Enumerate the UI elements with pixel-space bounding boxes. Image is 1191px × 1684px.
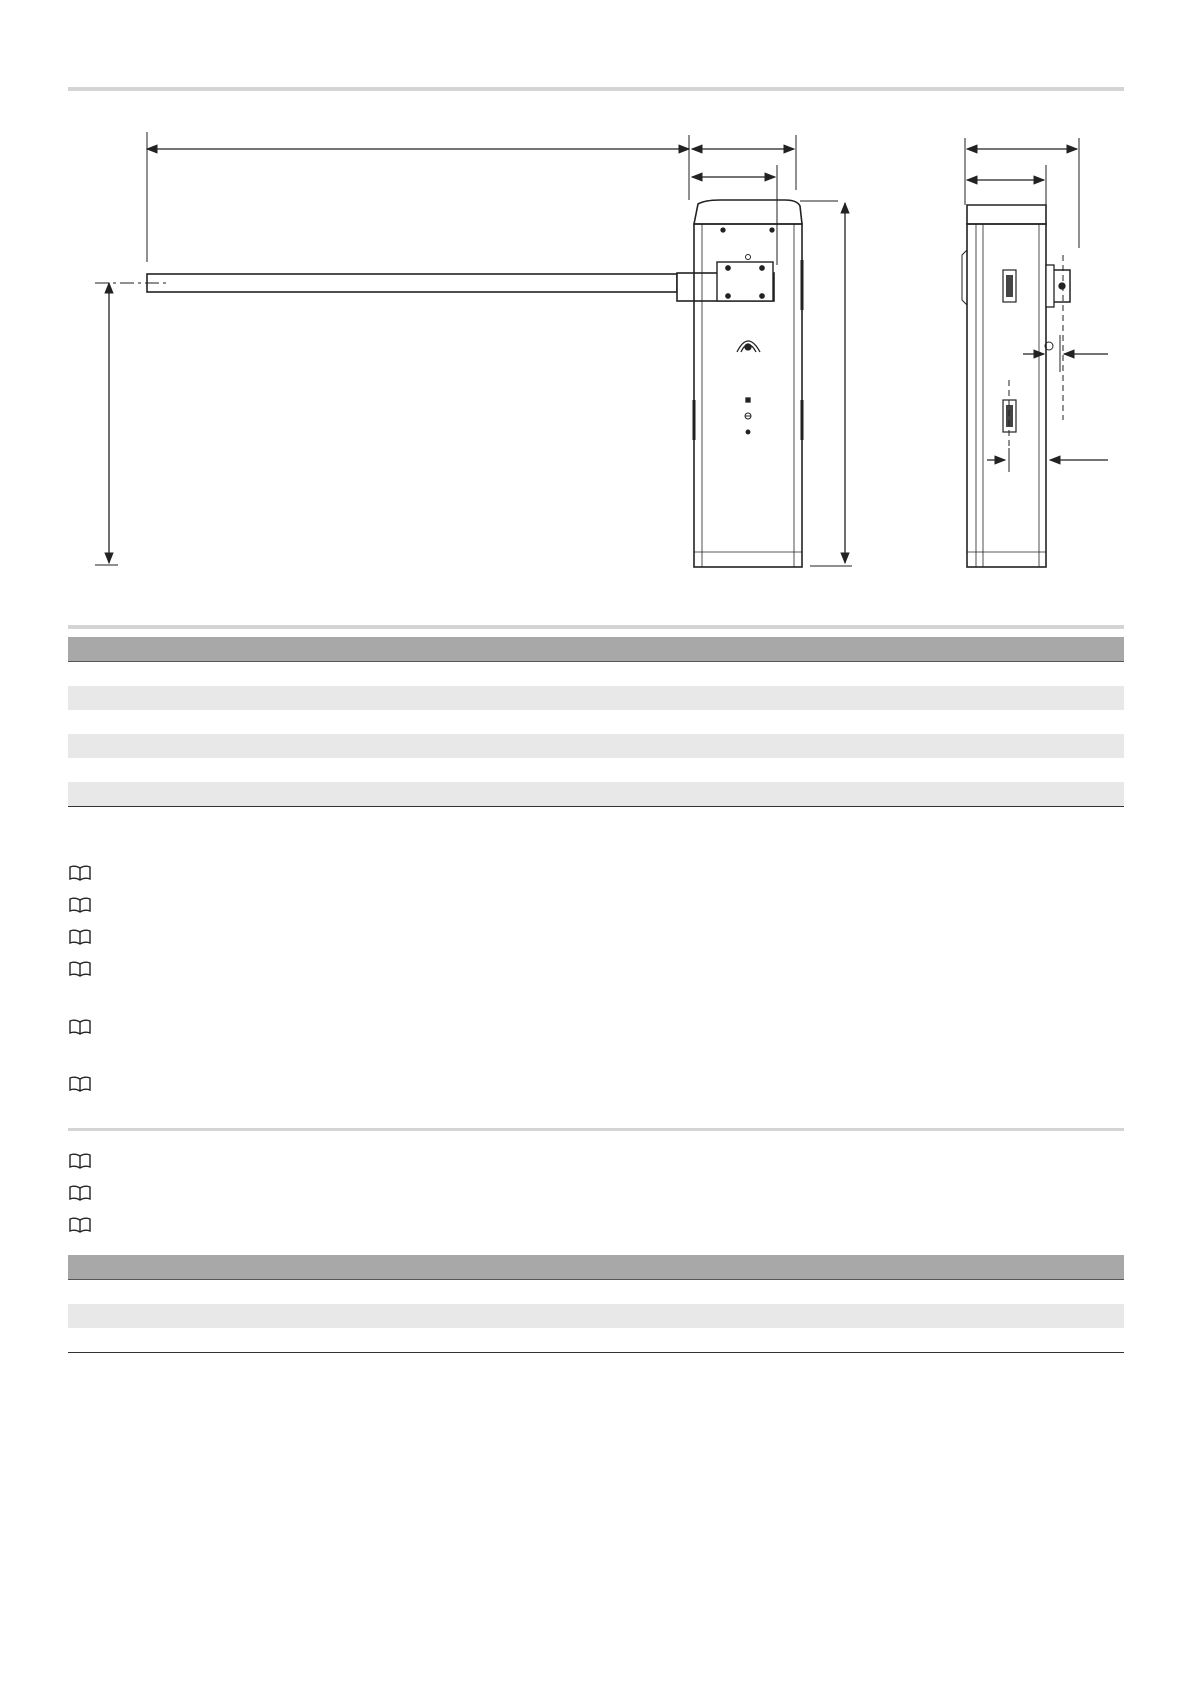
table-row (68, 1328, 1124, 1352)
table-row (68, 1280, 1124, 1304)
manual-icon (68, 1184, 92, 1202)
section-divider-1 (68, 625, 1124, 629)
barrier-technical-drawing (0, 0, 1191, 600)
table-header (68, 1255, 1124, 1280)
manual-icon (68, 960, 92, 978)
boom-arm (147, 274, 677, 292)
table-row (68, 734, 1124, 758)
table-row (68, 710, 1124, 734)
side-view (95, 132, 852, 567)
table-row (68, 662, 1124, 686)
table-header (68, 637, 1124, 662)
specs-table-1 (68, 637, 1124, 807)
manual-icon (68, 1075, 92, 1093)
end-view (962, 138, 1108, 567)
specs-table-2 (68, 1255, 1124, 1353)
cabinet-cover (694, 200, 802, 224)
manual-icon (68, 1216, 92, 1234)
table-bottom-rule (68, 806, 1124, 807)
manual-icon (68, 1018, 92, 1036)
manual-icon (68, 928, 92, 946)
manual-icon (68, 864, 92, 882)
table-row (68, 686, 1124, 710)
section-divider-2 (68, 1128, 1124, 1131)
logo-mark (737, 341, 760, 352)
table-row (68, 1304, 1124, 1328)
table-bottom-rule (68, 1352, 1124, 1353)
manual-icon (68, 1152, 92, 1170)
manual-icon (68, 896, 92, 914)
table-row (68, 782, 1124, 806)
table-row (68, 758, 1124, 782)
